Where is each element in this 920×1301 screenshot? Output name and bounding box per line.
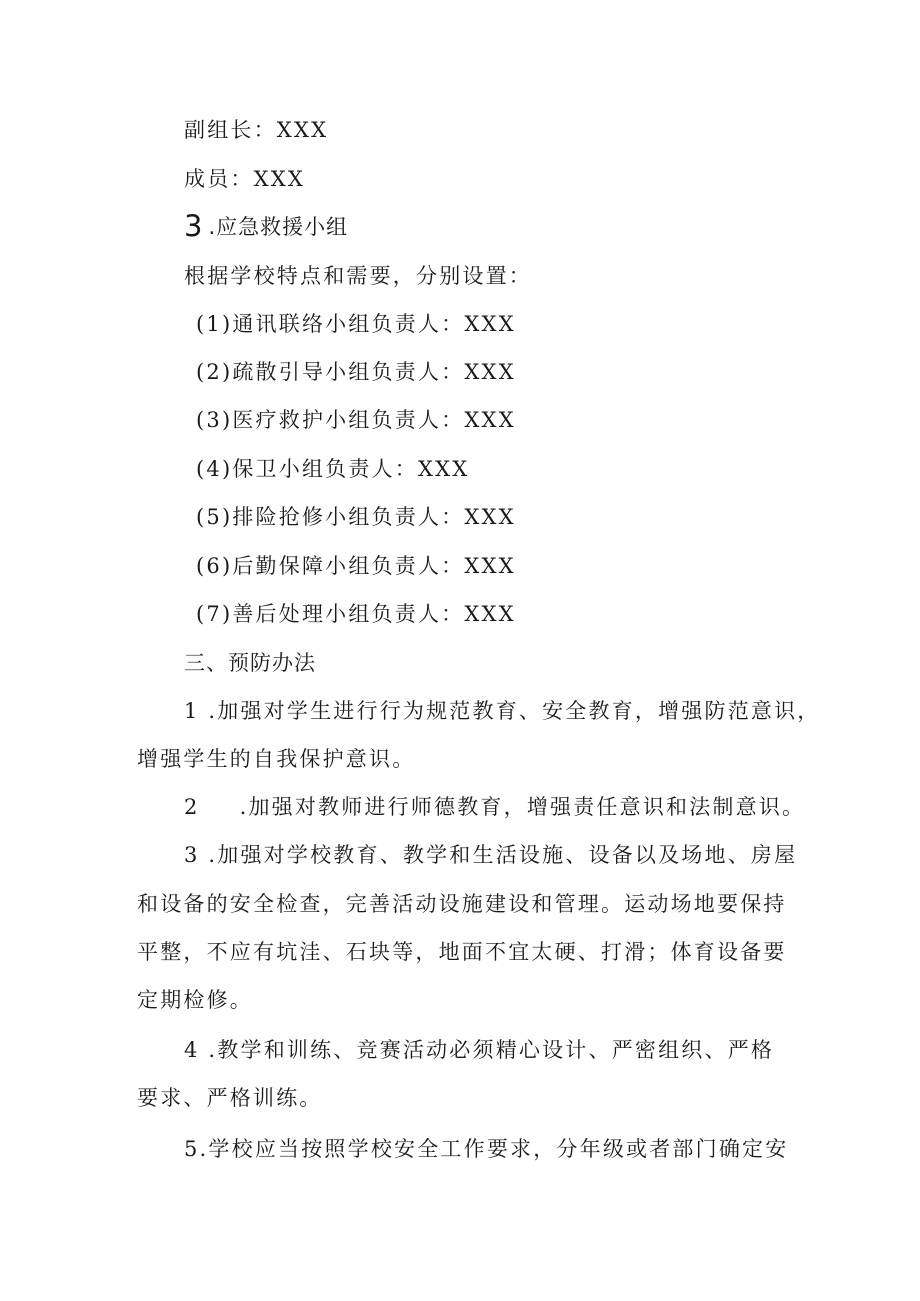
rescue-item-6: (6)后勤保障小组负责人：XXX (196, 554, 516, 578)
prevention-p1-line2: 增强学生的自我保护意识。 (137, 747, 416, 771)
prevention-p3-line2: 和设备的安全检查，完善活动设施建设和管理。运动场地要保持 (137, 892, 787, 916)
rescue-section-number: 3 (184, 209, 203, 243)
rescue-intro: 根据学校特点和需要，分别设置： (184, 264, 532, 288)
rescue-section-heading (184, 209, 349, 243)
prevention-heading: 三、预防办法 (184, 651, 316, 675)
rescue-item-3: (3)医疗救护小组负责人：XXX (196, 408, 516, 432)
prevention-p3-line3: 平整，不应有坑洼、石块等，地面不宜太硬、打滑；体育设备要 (137, 940, 787, 964)
prevention-p4-line1: 4 .教学和训练、竞赛活动必须精心设计、严密组织、严格 (184, 1038, 775, 1062)
prevention-p4-line2: 要求、严格训练。 (137, 1086, 323, 1110)
members-line: 成员：XXX (184, 167, 306, 191)
prevention-p1-line1: 1 .加强对学生进行行为规范教育、安全教育，增强防范意识， (184, 699, 821, 723)
rescue-item-1: (1)通讯联络小组负责人：XXX (196, 312, 516, 336)
rescue-item-5: (5)排险抢修小组负责人：XXX (196, 505, 516, 529)
prevention-p5-line1: 5.学校应当按照学校安全工作要求，分年级或者部门确定安 (184, 1137, 789, 1161)
rescue-section-title: .应急救援小组 (208, 215, 349, 239)
rescue-item-4: (4)保卫小组负责人：XXX (196, 457, 470, 481)
prevention-p2-number: 2 (184, 795, 200, 819)
prevention-p2-text: .加强对教师进行师德教育，增强责任意识和法制意识。 (239, 795, 806, 819)
deputy-leader-line: 副组长：XXX (184, 118, 329, 142)
prevention-p2 (184, 797, 805, 818)
prevention-p3-line1: 3 .加强对学校教育、教学和生活设施、设备以及场地、房屋 (184, 843, 798, 867)
prevention-p3-line4: 定期检修。 (137, 988, 253, 1012)
rescue-item-7: (7)善后处理小组负责人：XXX (196, 602, 516, 626)
rescue-item-2: (2)疏散引导小组负责人：XXX (196, 360, 516, 384)
